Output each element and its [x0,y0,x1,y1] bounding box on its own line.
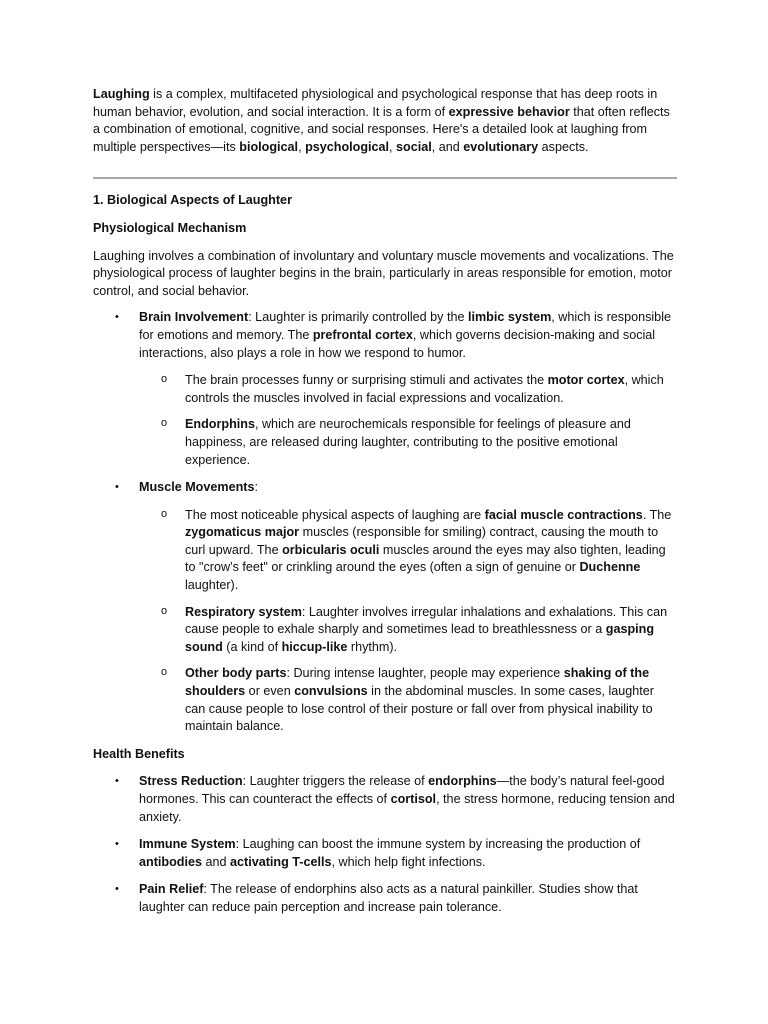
intro-paragraph [93,86,677,156]
bold-text-run: antibodies [139,854,202,869]
bold-text-run: convulsions [294,684,368,699]
text-run: or even [245,684,295,699]
bold-label: Brain Involvement [139,310,249,325]
text-run: , which are neurochemicals responsible for feelings of pleasure and happiness, are released during laughter, contributing to the positive emotional experience. [185,417,631,467]
text-run: , and [431,139,464,154]
sub-list-item [139,372,677,407]
bold-text-run: gasping sound [185,622,655,654]
physiological-mechanism-paragraph: Laughing involves a combination of involuntary and voluntary muscle movements and vocalizations. The physiological process of laughter begins in the brain, particularly in areas responsible for emotion, motor control, and social behavior. [93,248,674,298]
text-run: laughter). [185,578,239,593]
bold-text-run: Respiratory system [185,604,302,619]
list-item-immune-system [93,836,677,871]
text-run: , [389,139,397,154]
bullet-icon: • [115,311,119,324]
sub-list-item-text [185,507,677,595]
section-title: 1. Biological Aspects of Laughter [93,193,292,208]
bullet-icon: • [115,775,119,788]
text-run: : Laughing can boost the immune system by increasing the production of [235,837,641,852]
list-item-muscle-movements [93,479,677,736]
bold-text-run: activating T-cells [230,854,332,869]
list-item-stress-reduction [93,773,677,826]
text-run: rhythm). [347,639,398,654]
sub-bullet-icon: o [161,604,168,617]
sub-bullet-icon: o [161,373,168,386]
text-run: , [298,139,306,154]
text-run: muscles around the eyes may also tighten, leading to "crow’s feet" or crinkling around the eyes (often a sign of genuine or [185,542,666,575]
sub-list-item [139,665,677,735]
sub-list-item-text [185,416,677,469]
text-run: , which governs decision-making and social interactions, also plays a role in how we respond to humor. [139,327,656,360]
bold-text-run: biological [239,139,299,154]
list-item-pain-relief [93,881,677,916]
sub-list-item-text [185,665,677,735]
text-run: : Laughter triggers the release of [242,774,429,789]
bold-text-run: hiccup-like [281,639,348,654]
text-run: (a kind of [222,639,282,654]
sub-bullet-list [139,372,677,469]
text-run: —the body’s natural feel-good hormones. This can counteract the effects of [139,774,665,806]
sub-bullet-icon: o [161,666,168,679]
bold-text-run: Immune System [139,837,236,852]
text-run: The brain processes funny or surprising stimuli and activates the [185,373,548,388]
bold-text-run: Laughing [93,87,150,101]
sub-list-item-text [185,372,677,407]
bullet-icon: • [115,838,119,851]
bullet-icon: • [115,883,119,896]
document-page [93,86,677,927]
bold-text-run: expressive behavior [448,104,570,119]
text-run: , the stress hormone, reducing tension and anxiety. [139,792,675,824]
bold-text-run: Pain Relief [139,882,204,897]
text-run: , which is responsible for emotions and memory. The [139,310,671,342]
list-item-text [139,836,677,871]
bold-text-run: cortisol [390,792,437,806]
bold-text-run: evolutionary [463,139,539,154]
text-run: : Laughter involves irregular inhalations and exhalations. This can cause people to exhale sharply and sometimes lead to breathlessness or a [185,604,668,637]
bold-text-run: Endorphins [185,417,255,432]
text-run: and [201,854,230,869]
bold-label: Muscle Movements [139,480,255,495]
text-run: aspects. [538,139,589,154]
text-run: . The [642,507,672,522]
text-run: The most noticeable physical aspects of laughing are [185,507,485,522]
bold-text-run: motor cortex [547,373,625,388]
sub-list-item-text [185,604,677,657]
physiological-mechanism-heading: Physiological Mechanism [93,220,247,235]
sub-bullet-list [139,507,677,736]
list-item-text [139,479,677,497]
bold-text-run: Other body parts [185,666,287,681]
bold-text-run: limbic system [467,310,552,325]
text-run: muscles (responsible for smiling) contract, causing the mouth to curl upward. The [185,525,659,557]
list-item-brain-involvement [93,309,677,469]
text-run: is a complex, multifaceted physiological and psychological response that has deep roots in human behavior, evolution, and social interaction. It is a form of [93,87,658,119]
bold-text-run: facial muscle contractions [484,507,643,522]
text-run: : Laughter is primarily controlled by the [248,310,468,325]
bullet-icon: • [115,481,119,494]
bold-text-run: shaking of the shoulders [185,666,650,699]
bold-text-run: orbicularis oculi [282,542,380,557]
bold-text-run: Duchenne [579,560,641,575]
sub-list-item [139,604,677,657]
sub-bullet-icon: o [161,507,168,520]
bold-text-run: prefrontal cortex [312,327,413,342]
text-run: , which controls the muscles involved in facial expressions and vocalization. [185,373,664,405]
text-run: in the abdominal muscles. In some cases, laughter can cause people to lose control of their posture or fall over from physical inability to maintain balance. [185,684,654,734]
list-item-text [139,773,677,826]
text-run: , which help fight infections. [331,854,486,869]
horizontal-rule [93,177,677,179]
sub-list-item [139,416,677,469]
bold-text-run: Stress Reduction [139,774,243,789]
bold-text-run: zygomaticus major [185,525,300,540]
list-item-text [139,881,677,916]
bold-text-run: psychological [305,139,390,154]
bold-text-run: endorphins [428,774,497,789]
label-suffix: : [254,480,258,495]
text-run: that often reflects a combination of emotional, cognitive, and social responses. Here's a detailed look at laughing from multiple perspectives—its [93,104,670,154]
text-run: : During intense laughter, people may experience [286,666,564,681]
text-run: : The release of endorphins also acts as a natural painkiller. Studies show that laughter can reduce pain perception and increase pain tolerance. [139,882,638,914]
list-item-text [139,309,677,362]
biology-bullet-list [93,309,677,735]
bold-text-run: social [396,139,432,154]
health-benefits-heading: Health Benefits [93,746,185,761]
sub-list-item [139,507,677,595]
health-bullet-list [93,773,677,916]
sub-bullet-icon: o [161,417,168,430]
